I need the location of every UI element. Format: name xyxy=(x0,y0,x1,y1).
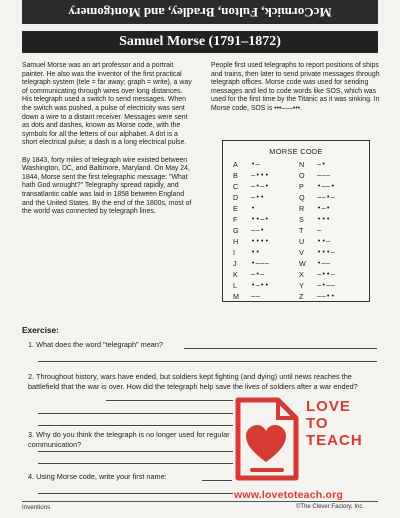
morse-code: –•• xyxy=(251,193,265,201)
morse-code: –•–– xyxy=(317,281,336,289)
footer-subject: Inventions xyxy=(22,504,51,511)
article-paragraph-1: Samuel Morse was an art professor and a portrait painter. He also was the inventor of the first practical telegraph system (tele = far away; graph = write), a way of communicating through wires over long distances. His telegraph used a switch to send messages. When the switch was pushed, a pulse of electricity was sent down a wire to a distant receiver. Messages were sent as dots and dashes, known as Morse code, with the symbols for all the letters of our alphabet. A dot is a short electrical pulse; a dash is a long electrical pulse. xyxy=(22,62,192,147)
morse-code: – xyxy=(317,226,322,234)
morse-code-table xyxy=(222,140,370,302)
morse-code: –••• xyxy=(251,171,270,179)
morse-code-title: MORSE CODE xyxy=(269,147,323,156)
morse-code: –••– xyxy=(317,270,336,278)
watermark-line-1: LOVE xyxy=(306,398,351,415)
morse-code: •––• xyxy=(317,182,336,190)
morse-code: •••• xyxy=(251,237,270,245)
answer-line[interactable] xyxy=(38,425,233,426)
morse-code: –•– xyxy=(251,270,265,278)
morse-letter: N xyxy=(299,160,305,169)
morse-letter: X xyxy=(299,270,304,279)
morse-letter: I xyxy=(233,248,235,257)
morse-code: •–– xyxy=(317,259,331,267)
footer-divider xyxy=(22,501,378,502)
morse-code: –• xyxy=(317,160,327,168)
morse-letter: R xyxy=(299,204,305,213)
morse-letter: F xyxy=(233,215,238,224)
morse-code: ––•• xyxy=(317,292,336,300)
morse-code: ––• xyxy=(251,226,265,234)
answer-line[interactable] xyxy=(184,348,377,349)
morse-letter: Q xyxy=(299,193,305,202)
morse-letter: P xyxy=(299,182,304,191)
article-right-column xyxy=(211,62,381,122)
morse-letter: C xyxy=(233,182,239,191)
header-strip: McCormick, Fulton, Bradley, and Montgomery xyxy=(22,0,378,24)
answer-line[interactable] xyxy=(106,400,233,401)
answer-line[interactable] xyxy=(38,413,233,414)
answer-line[interactable] xyxy=(38,361,377,362)
morse-code: ––– xyxy=(317,171,331,179)
question-3: 3. Why do you think the telegraph is no longer used for regular communication? xyxy=(28,430,230,449)
morse-letter: O xyxy=(299,171,305,180)
morse-letter: U xyxy=(299,237,305,246)
exercise-label: Exercise: xyxy=(22,325,59,335)
footer-copyright: ©The Clever Factory, Inc. xyxy=(296,504,364,510)
morse-code: ••• xyxy=(317,215,331,223)
morse-letter: S xyxy=(299,215,304,224)
watermark-wordmark xyxy=(306,398,396,449)
watermark-line-2: TO xyxy=(306,415,329,432)
article-left-column xyxy=(22,62,194,225)
question-2: 2. Throughout history, wars have ended, but soldiers kept fighting (and dying) until news reaches the battlefield that the war is over. How did the telegraph help save the lives of soldiers after a war ended? xyxy=(28,372,358,391)
morse-code: –– xyxy=(251,292,261,300)
morse-letter: H xyxy=(233,237,239,246)
morse-letter: L xyxy=(233,281,237,290)
morse-code-grid xyxy=(223,159,369,302)
question-4: 4. Using Morse code, write your first name: xyxy=(28,472,167,481)
morse-letter: D xyxy=(233,193,239,202)
morse-code: •–• xyxy=(317,204,331,212)
morse-code: •• xyxy=(251,248,261,256)
morse-code: ••–• xyxy=(251,215,270,223)
morse-letter: G xyxy=(233,226,239,235)
morse-letter: T xyxy=(299,226,304,235)
article-paragraph-2: By 1843, forty miles of telegraph wire existed between Washington, DC, and Baltimore, Maryland. On May 24, 1844, Morse sent the first telegraphic message: "What hath God wrought?" Telegraphy spread rapidly, and transatlantic cable was laid in 1858 between England and the United States. By the end of the 1800s, most of the world was connected by telegraph lines. xyxy=(22,156,192,216)
morse-code: • xyxy=(251,204,256,212)
morse-letter: M xyxy=(233,292,239,301)
article-paragraph-3: People first used telegraphs to report positions of ships and trains, then later to send private messages through telegraph offices. Morse code was used for sending messages and led to code words like SOS, which was used for the first time by the Titanic as it was sinking. In Morse code, SOS is •••–––•••. xyxy=(211,62,380,112)
watermark-line-3: TEACH xyxy=(306,432,363,449)
answer-line[interactable] xyxy=(38,493,233,494)
morse-code: •–•• xyxy=(251,281,270,289)
morse-letter: V xyxy=(299,248,304,257)
heart-document-icon xyxy=(232,396,302,482)
morse-letter: E xyxy=(233,204,238,213)
morse-letter: Y xyxy=(299,281,304,290)
love-to-teach-watermark xyxy=(232,396,392,506)
morse-code: •––– xyxy=(251,259,270,267)
morse-letter: K xyxy=(233,270,238,279)
morse-code: •– xyxy=(251,160,261,168)
answer-line[interactable] xyxy=(38,463,233,464)
question-1: 1. What does the word "telegraph" mean? xyxy=(28,340,163,349)
watermark-url[interactable]: www.lovetoteach.org xyxy=(234,489,344,501)
morse-letter: Z xyxy=(299,292,304,301)
morse-letter: W xyxy=(299,259,306,268)
morse-code: –•–• xyxy=(251,182,270,190)
morse-letter: J xyxy=(233,259,237,268)
morse-letter: A xyxy=(233,160,238,169)
morse-code: •••– xyxy=(317,248,336,256)
answer-line[interactable] xyxy=(38,451,233,452)
answer-line[interactable] xyxy=(202,480,232,481)
morse-code: ••– xyxy=(317,237,331,245)
page-title: Samuel Morse (1791–1872) xyxy=(22,31,378,53)
morse-letter: B xyxy=(233,171,238,180)
morse-code: ––•– xyxy=(317,193,336,201)
